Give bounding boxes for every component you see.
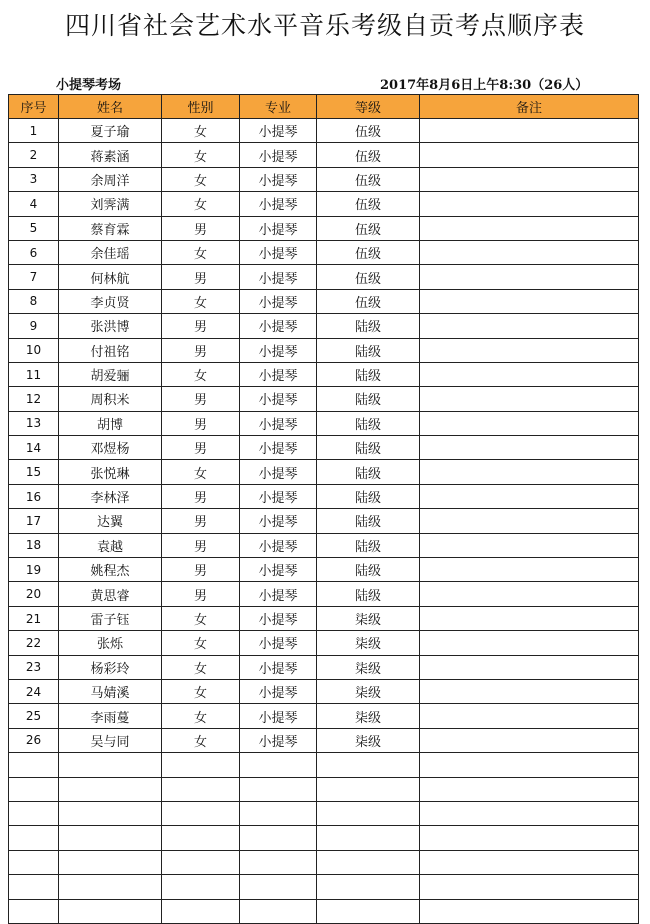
cell-name: 夏子瑜	[59, 119, 162, 143]
cell-major: 小提琴	[240, 460, 317, 484]
cell-major: 小提琴	[240, 436, 317, 460]
cell-name	[59, 850, 162, 874]
cell-seq: 3	[9, 167, 59, 191]
cell-seq	[9, 777, 59, 801]
cell-name	[59, 801, 162, 825]
cell-grade: 伍级	[317, 265, 420, 289]
cell-remarks	[420, 167, 639, 191]
cell-remarks	[420, 484, 639, 508]
cell-name: 黄思睿	[59, 582, 162, 606]
cell-grade	[317, 801, 420, 825]
cell-name: 余佳瑶	[59, 240, 162, 264]
cell-name: 杨彩玲	[59, 655, 162, 679]
cell-major: 小提琴	[240, 728, 317, 752]
cell-grade: 伍级	[317, 167, 420, 191]
table-row	[9, 582, 639, 606]
cell-remarks	[420, 216, 639, 240]
cell-gender: 女	[162, 143, 240, 167]
cell-grade: 陆级	[317, 533, 420, 557]
cell-grade: 伍级	[317, 240, 420, 264]
cell-gender: 男	[162, 216, 240, 240]
cell-major: 小提琴	[240, 631, 317, 655]
table-row	[9, 801, 639, 825]
cell-major: 小提琴	[240, 119, 317, 143]
cell-name: 付祖铭	[59, 338, 162, 362]
cell-gender	[162, 875, 240, 899]
cell-major: 小提琴	[240, 411, 317, 435]
cell-major: 小提琴	[240, 192, 317, 216]
cell-name	[59, 875, 162, 899]
col-header-remarks: 备注	[420, 95, 639, 119]
cell-remarks	[420, 436, 639, 460]
cell-grade: 柒级	[317, 704, 420, 728]
cell-grade: 陆级	[317, 411, 420, 435]
cell-major	[240, 850, 317, 874]
cell-major: 小提琴	[240, 558, 317, 582]
venue-label: 小提琴考场	[56, 78, 122, 93]
cell-major	[240, 777, 317, 801]
cell-remarks	[420, 265, 639, 289]
cell-seq: 9	[9, 314, 59, 338]
table-row	[9, 704, 639, 728]
cell-remarks	[420, 801, 639, 825]
cell-remarks	[420, 362, 639, 386]
cell-grade: 陆级	[317, 362, 420, 386]
table-row	[9, 777, 639, 801]
cell-gender: 女	[162, 460, 240, 484]
cell-major: 小提琴	[240, 679, 317, 703]
cell-grade: 柒级	[317, 606, 420, 630]
cell-seq	[9, 753, 59, 777]
cell-seq: 16	[9, 484, 59, 508]
cell-major	[240, 801, 317, 825]
table-row	[9, 899, 639, 923]
cell-grade: 伍级	[317, 216, 420, 240]
cell-remarks	[420, 289, 639, 313]
cell-gender	[162, 753, 240, 777]
cell-remarks	[420, 631, 639, 655]
cell-remarks	[420, 460, 639, 484]
cell-gender: 女	[162, 631, 240, 655]
cell-grade: 陆级	[317, 338, 420, 362]
cell-remarks	[420, 582, 639, 606]
cell-gender	[162, 850, 240, 874]
cell-seq	[9, 899, 59, 923]
table-row	[9, 436, 639, 460]
cell-gender: 男	[162, 484, 240, 508]
cell-name: 胡博	[59, 411, 162, 435]
cell-seq: 17	[9, 509, 59, 533]
page-title: 四川省社会艺术水平音乐考级自贡考点顺序表	[64, 11, 585, 40]
table-row	[9, 314, 639, 338]
cell-major	[240, 875, 317, 899]
cell-gender	[162, 899, 240, 923]
cell-name	[59, 826, 162, 850]
cell-grade: 陆级	[317, 460, 420, 484]
cell-seq: 12	[9, 387, 59, 411]
cell-name: 蒋素涵	[59, 143, 162, 167]
cell-name: 蔡育霖	[59, 216, 162, 240]
col-header-gender: 性别	[162, 95, 240, 119]
table-row	[9, 216, 639, 240]
table-row	[9, 606, 639, 630]
cell-seq: 26	[9, 728, 59, 752]
table-row	[9, 192, 639, 216]
cell-name: 吴与同	[59, 728, 162, 752]
cell-grade	[317, 899, 420, 923]
table-row	[9, 875, 639, 899]
cell-seq: 25	[9, 704, 59, 728]
cell-remarks	[420, 338, 639, 362]
cell-grade	[317, 875, 420, 899]
cell-gender: 女	[162, 240, 240, 264]
cell-grade	[317, 850, 420, 874]
cell-seq: 21	[9, 606, 59, 630]
table-row	[9, 850, 639, 874]
cell-major: 小提琴	[240, 338, 317, 362]
cell-remarks	[420, 655, 639, 679]
cell-name: 李林泽	[59, 484, 162, 508]
cell-grade	[317, 753, 420, 777]
cell-major: 小提琴	[240, 314, 317, 338]
cell-major: 小提琴	[240, 655, 317, 679]
cell-seq: 19	[9, 558, 59, 582]
cell-remarks	[420, 411, 639, 435]
cell-gender: 女	[162, 167, 240, 191]
cell-grade: 陆级	[317, 484, 420, 508]
cell-major: 小提琴	[240, 484, 317, 508]
cell-seq: 1	[9, 119, 59, 143]
cell-gender: 女	[162, 606, 240, 630]
cell-gender: 女	[162, 289, 240, 313]
cell-remarks	[420, 875, 639, 899]
cell-grade: 伍级	[317, 192, 420, 216]
col-header-name: 姓名	[59, 95, 162, 119]
cell-major: 小提琴	[240, 143, 317, 167]
cell-name	[59, 753, 162, 777]
cell-name	[59, 899, 162, 923]
cell-name	[59, 777, 162, 801]
cell-major: 小提琴	[240, 606, 317, 630]
cell-major: 小提琴	[240, 265, 317, 289]
col-header-grade: 等级	[317, 95, 420, 119]
cell-gender: 男	[162, 338, 240, 362]
cell-major	[240, 826, 317, 850]
cell-remarks	[420, 679, 639, 703]
table-row	[9, 362, 639, 386]
cell-grade: 柒级	[317, 679, 420, 703]
table-row	[9, 728, 639, 752]
cell-remarks	[420, 533, 639, 557]
cell-grade: 伍级	[317, 289, 420, 313]
table-row	[9, 167, 639, 191]
cell-remarks	[420, 850, 639, 874]
cell-remarks	[420, 387, 639, 411]
cell-remarks	[420, 704, 639, 728]
cell-gender: 男	[162, 411, 240, 435]
cell-name: 张洪博	[59, 314, 162, 338]
cell-gender: 男	[162, 582, 240, 606]
table-row	[9, 558, 639, 582]
table-row	[9, 119, 639, 143]
cell-remarks	[420, 314, 639, 338]
cell-seq: 10	[9, 338, 59, 362]
table-row	[9, 460, 639, 484]
cell-major: 小提琴	[240, 289, 317, 313]
table-row	[9, 338, 639, 362]
cell-name: 胡爱骊	[59, 362, 162, 386]
table-row	[9, 411, 639, 435]
cell-name: 余周洋	[59, 167, 162, 191]
cell-remarks	[420, 240, 639, 264]
cell-gender: 男	[162, 533, 240, 557]
cell-major: 小提琴	[240, 362, 317, 386]
cell-seq: 8	[9, 289, 59, 313]
cell-gender: 男	[162, 387, 240, 411]
cell-gender: 女	[162, 728, 240, 752]
table-row	[9, 143, 639, 167]
cell-name: 袁越	[59, 533, 162, 557]
cell-remarks	[420, 899, 639, 923]
cell-grade: 陆级	[317, 436, 420, 460]
cell-remarks	[420, 777, 639, 801]
cell-gender: 男	[162, 509, 240, 533]
table-row	[9, 533, 639, 557]
cell-name: 姚程杰	[59, 558, 162, 582]
cell-remarks	[420, 558, 639, 582]
cell-gender	[162, 777, 240, 801]
cell-seq	[9, 850, 59, 874]
cell-grade: 陆级	[317, 387, 420, 411]
cell-remarks	[420, 143, 639, 167]
table-row	[9, 240, 639, 264]
col-header-major: 专业	[240, 95, 317, 119]
cell-name: 李雨蔓	[59, 704, 162, 728]
cell-seq: 20	[9, 582, 59, 606]
cell-seq: 18	[9, 533, 59, 557]
cell-major: 小提琴	[240, 582, 317, 606]
cell-grade: 陆级	[317, 314, 420, 338]
cell-major: 小提琴	[240, 509, 317, 533]
table-row	[9, 655, 639, 679]
cell-gender	[162, 801, 240, 825]
cell-gender: 男	[162, 314, 240, 338]
cell-major: 小提琴	[240, 240, 317, 264]
cell-remarks	[420, 826, 639, 850]
cell-name: 马婧溪	[59, 679, 162, 703]
cell-major: 小提琴	[240, 167, 317, 191]
header-row	[9, 95, 639, 119]
table-body	[9, 119, 639, 924]
cell-seq: 22	[9, 631, 59, 655]
table-row	[9, 289, 639, 313]
cell-major: 小提琴	[240, 704, 317, 728]
cell-gender: 女	[162, 704, 240, 728]
cell-remarks	[420, 509, 639, 533]
schedule-table	[8, 94, 639, 924]
table-header	[9, 95, 639, 119]
cell-seq: 11	[9, 362, 59, 386]
cell-major: 小提琴	[240, 387, 317, 411]
cell-name: 何林航	[59, 265, 162, 289]
cell-grade: 陆级	[317, 558, 420, 582]
cell-name: 达翼	[59, 509, 162, 533]
cell-major	[240, 899, 317, 923]
table-row	[9, 484, 639, 508]
table-row	[9, 753, 639, 777]
table-row	[9, 826, 639, 850]
cell-grade	[317, 826, 420, 850]
cell-seq: 23	[9, 655, 59, 679]
cell-remarks	[420, 606, 639, 630]
cell-gender: 女	[162, 192, 240, 216]
cell-name: 邓煜杨	[59, 436, 162, 460]
table-row	[9, 631, 639, 655]
cell-gender: 男	[162, 436, 240, 460]
cell-grade: 柒级	[317, 631, 420, 655]
cell-remarks	[420, 192, 639, 216]
exam-datetime: 2017年8月6日上午8:30（26人）	[380, 78, 589, 93]
cell-remarks	[420, 728, 639, 752]
cell-seq: 6	[9, 240, 59, 264]
cell-gender: 女	[162, 119, 240, 143]
cell-seq: 15	[9, 460, 59, 484]
cell-seq: 2	[9, 143, 59, 167]
cell-seq: 7	[9, 265, 59, 289]
cell-name: 雷子钰	[59, 606, 162, 630]
cell-seq: 13	[9, 411, 59, 435]
table-row	[9, 387, 639, 411]
cell-grade	[317, 777, 420, 801]
cell-grade: 陆级	[317, 582, 420, 606]
cell-name: 李贞贤	[59, 289, 162, 313]
cell-seq: 4	[9, 192, 59, 216]
cell-name: 张烁	[59, 631, 162, 655]
cell-grade: 伍级	[317, 143, 420, 167]
cell-seq	[9, 826, 59, 850]
cell-seq: 14	[9, 436, 59, 460]
cell-gender: 男	[162, 558, 240, 582]
cell-seq: 5	[9, 216, 59, 240]
cell-major: 小提琴	[240, 216, 317, 240]
cell-gender: 女	[162, 655, 240, 679]
cell-seq	[9, 801, 59, 825]
table-row	[9, 265, 639, 289]
cell-major	[240, 753, 317, 777]
cell-name: 刘霁满	[59, 192, 162, 216]
cell-grade: 陆级	[317, 509, 420, 533]
cell-gender: 女	[162, 362, 240, 386]
cell-remarks	[420, 119, 639, 143]
col-header-seq: 序号	[9, 95, 59, 119]
cell-gender: 女	[162, 679, 240, 703]
cell-seq	[9, 875, 59, 899]
cell-gender	[162, 826, 240, 850]
table-row	[9, 679, 639, 703]
cell-name: 张悦琳	[59, 460, 162, 484]
cell-grade: 伍级	[317, 119, 420, 143]
cell-major: 小提琴	[240, 533, 317, 557]
cell-gender: 男	[162, 265, 240, 289]
cell-grade: 柒级	[317, 728, 420, 752]
table-row	[9, 509, 639, 533]
cell-name: 周积米	[59, 387, 162, 411]
cell-grade: 柒级	[317, 655, 420, 679]
cell-remarks	[420, 753, 639, 777]
cell-seq: 24	[9, 679, 59, 703]
